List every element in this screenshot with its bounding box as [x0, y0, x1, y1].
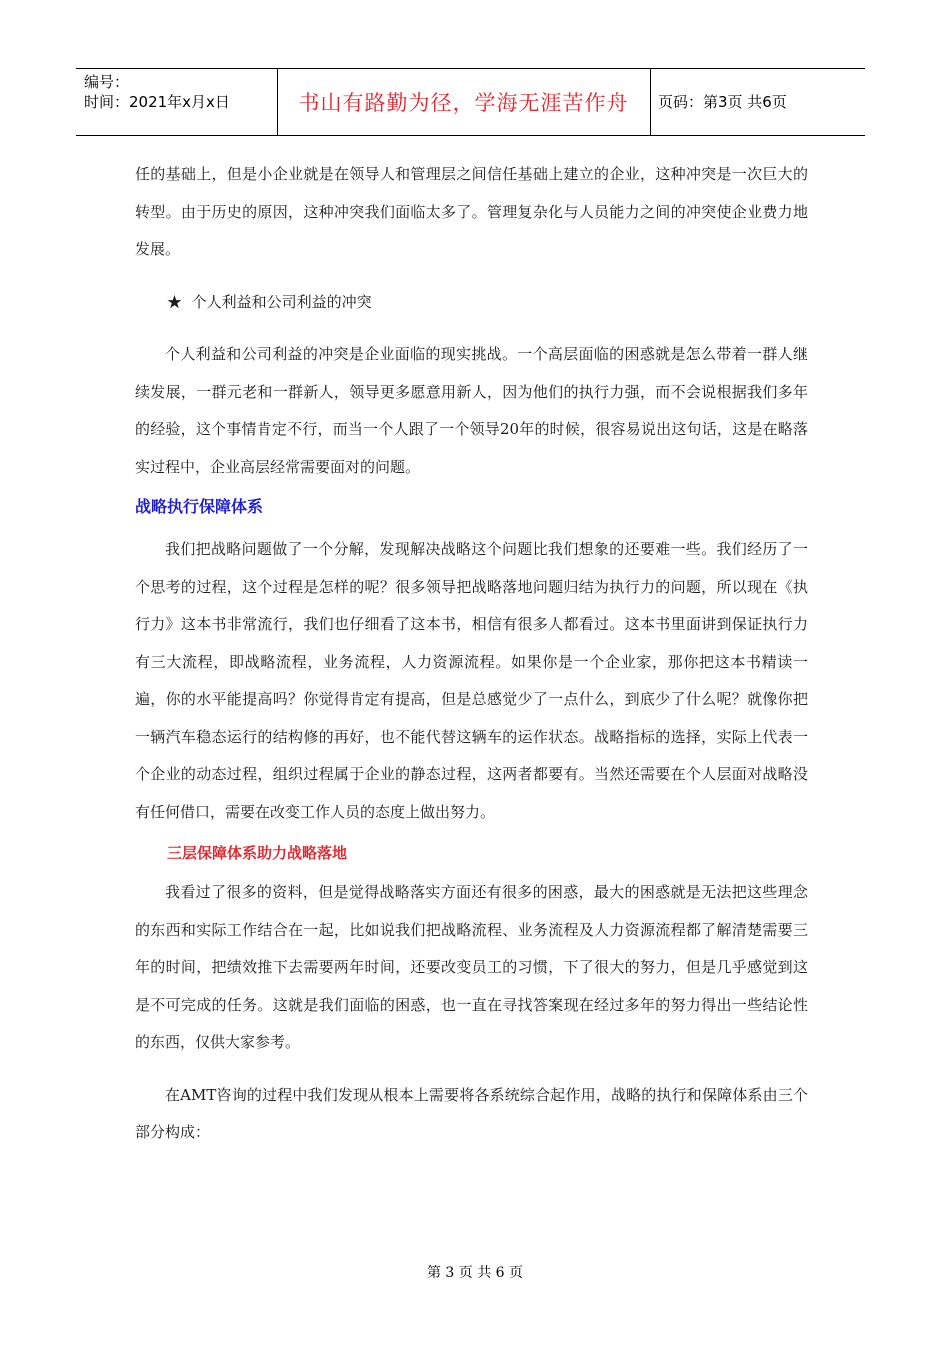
page-footer: 第 3 页 共 6 页: [426, 1265, 524, 1281]
document-number-label: 编号：: [84, 73, 130, 91]
header-meta: [84, 72, 230, 112]
bullet-text: 个人利益和公司利益的冲突: [191, 292, 372, 311]
header-bottom-rule: [76, 135, 865, 136]
paragraph-4: 我看过了很多的资料，但是觉得战略落实方面还有很多的困惑，最大的困惑就是无法把这些理念的东西和实际工作结合在一起，比如说我们把战略流程、业务流程及人力资源流程都了解清楚需要三年的时间，把绩效推下去需要两年时间，还要改变员工的习惯，下了很大的努力，但是几乎感觉到这是不可完成的任务。这就是我们面临的困惑，也一直在寻找答案现在经过多年的努力得出一些结论性的东西，仅供大家参考。: [135, 883, 808, 1051]
document-body: [135, 156, 808, 1152]
star-bullet-icon: ★: [167, 292, 183, 311]
paragraph-1: 任的基础上，但是小企业就是在领导人和管理层之间信任基础上建立的企业，这种冲突是一次巨大的转型。由于历史的原因，这种冲突我们面临太多了。管理复杂化与人员能力之间的冲突使企业费力地发展。: [135, 165, 808, 258]
section-heading: 战略执行保障体系: [135, 497, 264, 516]
bullet-item: [135, 284, 808, 322]
paragraph-3: 我们把战略问题做了一个分解，发现解决战略这个问题比我们想象的还要难一些。我们经历了一个思考的过程，这个过程是怎样的呢？很多领导把战略落地问题归结为执行力的问题，所以现在《执行力》这本书非常流行，我们也仔细看了这本书，相信有很多人都看过。这本书里面讲到保证执行力有三大流程，即战略流程，业务流程，人力资源流程。如果你是一个企业家，那你把这本书精读一遍，你的水平能提高吗？你觉得肯定有提高，但是总感觉少了一点什么，到底少了什么呢？就像你把一辆汽车稳态运行的结构修的再好，也不能代替这辆车的运作状态。战略指标的选择，实际上代表一个企业的动态过程，组织过程属于企业的静态过程，这两者都要有。当然还需要在个人层面对战略没有任何借口，需要在改变工作人员的态度上做出努力。: [135, 540, 808, 821]
paragraph-5: 在AMT咨询的过程中我们发现从根本上需要将各系统综合起作用，战略的执行和保障体系由三个部分构成：: [135, 1085, 808, 1141]
subsection-heading: 三层保障体系助力战略落地: [167, 844, 348, 862]
header-divider-right: [650, 68, 651, 135]
document-date-label: 时间：2021年x月x日: [84, 93, 230, 111]
header-page-label: 页码：第3页 共6页: [658, 93, 787, 111]
paragraph-2: 个人利益和公司利益的冲突是企业面临的现实挑战。一个高层面临的困惑就是怎么带着一群人继续发展，一群元老和一群新人，领导更多愿意用新人，因为他们的执行力强，而不会说根据我们多年的经验，这个事情肯定不行，而当一个人跟了一个领导20年的时候，很容易说出这句话，这是在略落实过程中，企业高层经常需要面对的问题。: [135, 345, 808, 476]
header-motto: 书山有路勤为径，学海无涯苦作舟: [298, 90, 629, 115]
